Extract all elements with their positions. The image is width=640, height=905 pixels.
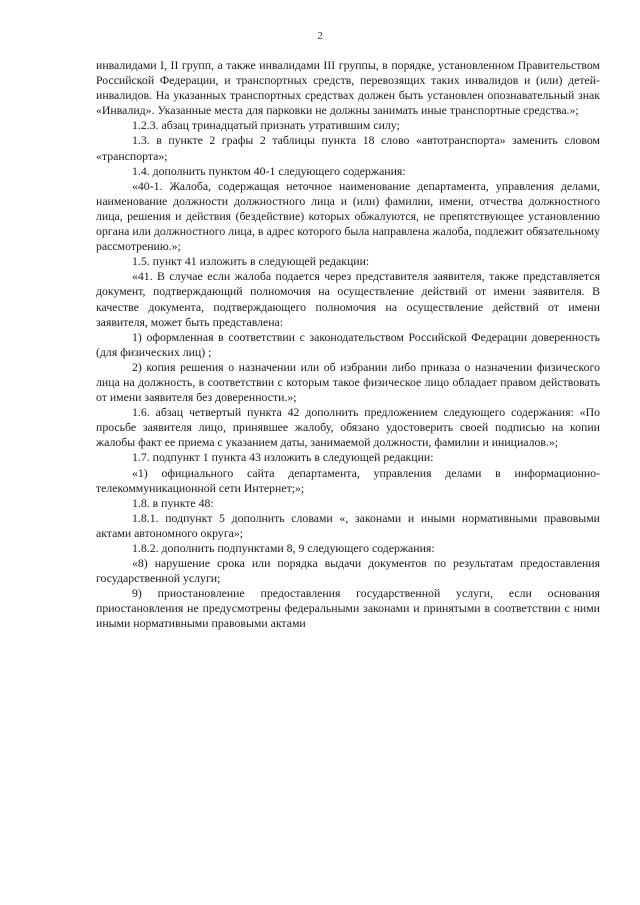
paragraph: 1.2.3. абзац тринадцатый признать утратившим силу; <box>132 118 400 133</box>
paragraph: 1.8.1. подпункт 5 дополнить словами «, законами и иными нормативными правовыми актами автономного округа»; <box>96 510 600 540</box>
paragraph: 1.8. в пункте 48: <box>132 495 214 510</box>
document-body <box>96 58 600 632</box>
page-number: 2 <box>317 30 323 42</box>
paragraph: «40-1. Жалоба, содержащая неточное наименование департамента, управления делами, наименование должности должностного лица и (или) фамилии, имени, отчества должностного лица, решения и действия (бездействие) которых обжалуются, не препятствующее установлению органа или должностного лица, в адрес которого была направлена жалоба, подлежит обязательному рассмотрению.»; <box>96 178 600 254</box>
paragraph: 1) оформленная в соответствии с законодательством Российской Федерации доверенность (для физических лиц) ; <box>96 329 600 359</box>
paragraph: инвалидами I, II групп, а также инвалидами III группы, в порядке, установленном Правительством Российской Федерации, и транспортных средств, перевозящих таких инвалидов и (или) детей-инвалидов. На указанных транспортных средствах должен быть установлен опознавательный знак «Инвалид». Указанные места для парковки не должны занимать иные транспортные средства.»; <box>96 58 600 118</box>
paragraph: 1.8.2. дополнить подпунктами 8, 9 следующего содержания: <box>132 541 435 555</box>
paragraph: 1.5. пункт 41 изложить в следующей редакции: <box>132 254 370 269</box>
paragraph: 1.6. абзац четвертый пункта 42 дополнить предложением следующего содержания: «По просьбе заявителя лицо, принявшее жалобу, обязано удостоверить своей подписью на копии жалобы факт ее приема с указанием даты, занимаемой должности, фамилии и инициалов.»; <box>96 405 600 450</box>
paragraph: 9) приостановление предоставления государственной услуги, если основания приостановления не предусмотрены федеральными законами и принятыми в соответствии с ними иными нормативными правовыми актами <box>96 586 600 631</box>
paragraph: «1) официального сайта департамента, управления делами в информационно-телекоммуникационной сети Интернет;»; <box>96 465 600 495</box>
paragraph: 2) копия решения о назначении или об избрании либо приказа о назначении физического лица на должность, в соответствии с которым такое физическое лицо обладает правом действовать от имени заявителя без доверенности.»; <box>96 359 600 405</box>
paragraph: 1.7. подпункт 1 пункта 43 изложить в следующей редакции: <box>132 450 434 465</box>
paragraph: «8) нарушение срока или порядка выдачи документов по результатам предоставления государственной услуги; <box>96 556 600 586</box>
paragraph: «41. В случае если жалоба подается через представителя заявителя, также представляется документ, подтверждающий полномочия на осуществление действий от имени заявителя. В качестве документа, подтверждающего полномочия на осуществление действий от имени заявителя, может быть представлена: <box>96 269 600 329</box>
paragraph: 1.3. в пункте 2 графы 2 таблицы пункта 18 слово «автотранспорта» заменить словом «транспорта»; <box>96 133 600 163</box>
paragraph: 1.4. дополнить пунктом 40-1 следующего содержания: <box>132 163 406 178</box>
